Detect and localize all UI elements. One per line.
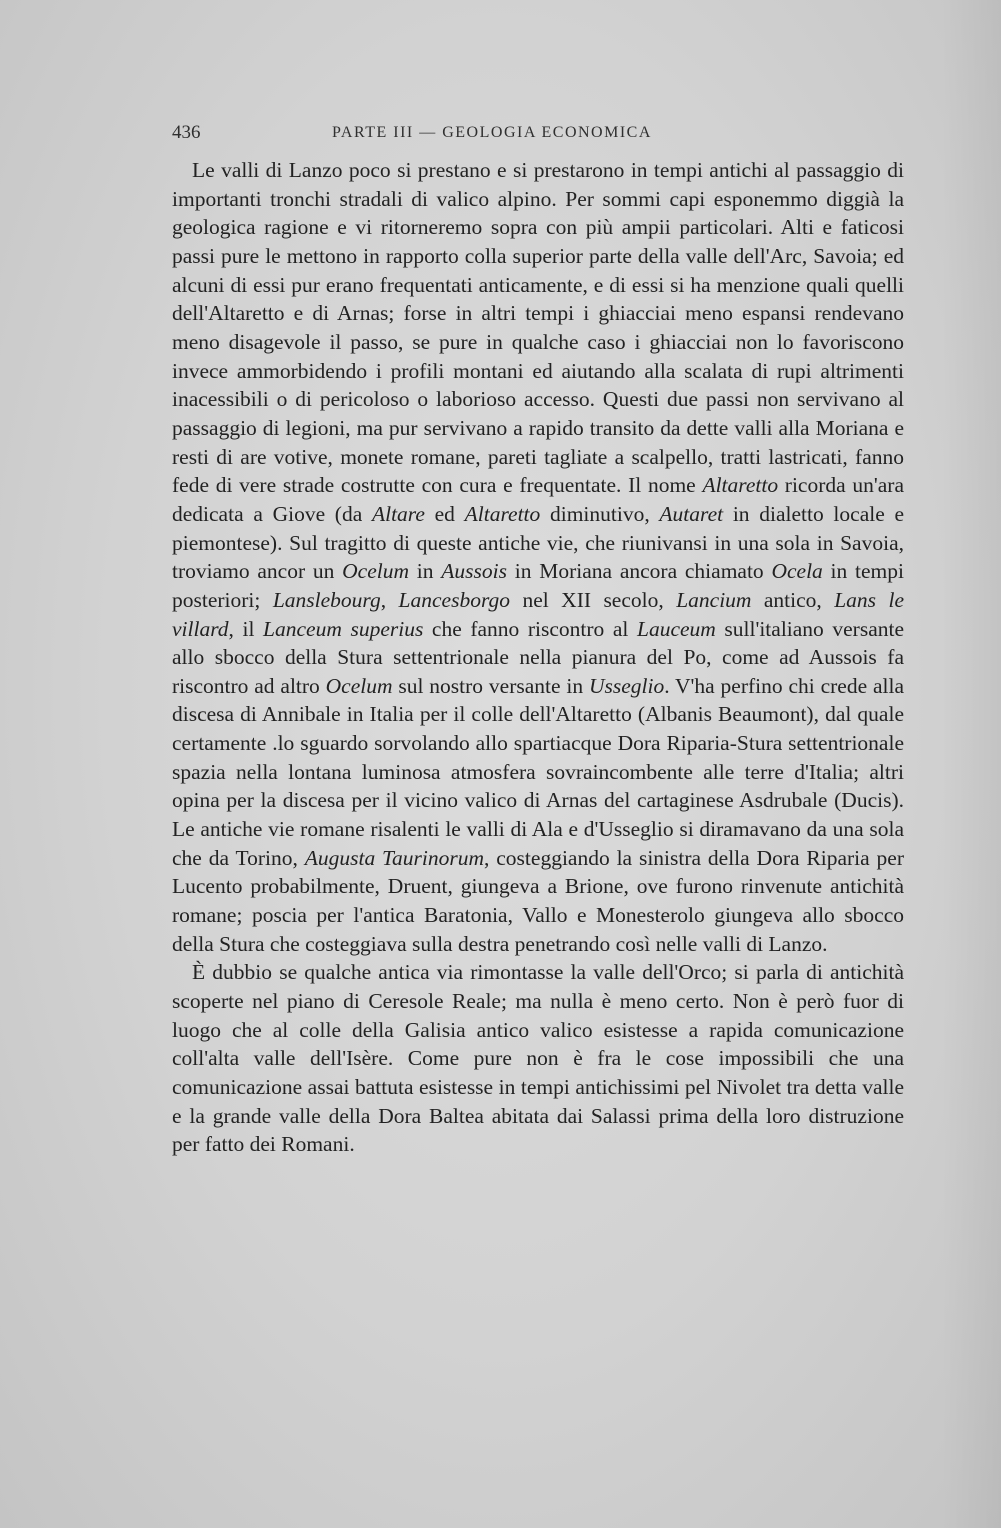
text-run: ricorda un'ara dedicata a Giove (da xyxy=(172,473,904,526)
text-run: antico, xyxy=(751,587,835,612)
text-run: , il xyxy=(228,616,264,641)
text-run: . V'ha perfino chi crede alla discesa di Annibale in Italia per il colle dell'Altaretto (Albanis Beaumont), dal quale certamente .lo sguardo sorvolando allo spartiacque Dora Riparia-Stura settentrionale spazia nella lontana luminosa atmosfera sovraincombente alle terre d'Italia; altri opina per la discesa per il vicino valico di Arnas del cartaginese Asdrubale (Ducis). Le antiche vie romane risalenti le valli di Ala e d'Usseglio si diramavano da una sola che da Torino, xyxy=(172,673,904,870)
text-run: Le valli di Lanzo poco si prestano e si prestarono in tempi antichi al passaggio di importanti tronchi stradali di valico alpino. Per sommi capi esponemmo diggià la geologica ragione e vi ritorneremo sopra con più ampii particolari. Alti e faticosi passi pure le mettono in rapporto colla superior parte della valle dell'Arc, Savoia; ed alcuni di essi pur erano frequentati anticamente, e di essi si ha menzione quali quelli dell'Altaretto e di Arnas; forse in altri tempi i ghiacciai meno espansi rendevano meno disagevole il passo, se pure in qualche caso i ghiacciai non lo favoriscono invece ammorbidendo i profili montani ed aiutando alla scalata di rupi altrimenti inacessibili o di pericoloso o laborioso accesso. Questi due passi non servivano al passaggio di legioni, ma pur servivano a rapido transito da dette valli alla Moriana e resti di are votive, monete romane, pareti tagliate a scalpello, tratti lastricati, fanno fede di vere strade costrutte con cura e frequentate. Il nome xyxy=(172,158,904,498)
page-number: 436 xyxy=(172,122,201,143)
text-run: in dialetto locale e piemontese). Sul tragitto di queste antiche vie, che riunivansi in una sola in Savoia, troviamo ancor un xyxy=(172,501,905,584)
paragraph xyxy=(172,958,904,1159)
running-head: PARTE III — GEOLOGIA ECONOMICA xyxy=(332,124,652,141)
italic-term: Lanceum superius xyxy=(263,616,424,641)
text-run: in Moriana ancora chiamato xyxy=(507,559,772,584)
text-run: , xyxy=(380,587,399,612)
italic-term: Lanslebourg xyxy=(272,587,381,612)
page-header xyxy=(172,122,904,146)
paragraph xyxy=(172,156,904,958)
text-run: È dubbio se qualche antica via rimontasse la valle dell'Orco; si parla di antichità scoperte nel piano di Ceresole Reale; ma nulla è meno certo. Non è però fuor di luogo che al colle della Galisia antico valico esistesse a rapida comunicazione coll'alta valle dell'Isère. Come pure non è fra le cose impossibili che una comunicazione assai battuta esistesse in tempi antichissimi pel Nivolet tra detta valle e la grande valle della Dora Baltea abitata dai Salassi prima della loro distruzione per fatto dei Romani. xyxy=(172,960,904,1157)
italic-term: Aussois xyxy=(441,559,507,584)
italic-term: Altaretto xyxy=(702,473,779,498)
text-run: in xyxy=(409,559,442,584)
italic-term: Autaret xyxy=(659,501,724,526)
italic-term: Ocelum xyxy=(325,673,393,698)
body-text xyxy=(172,156,904,1159)
text-run: che fanno riscontro al xyxy=(423,616,637,641)
italic-term: Augusta Taurinorum xyxy=(304,845,485,870)
italic-term: Lancium xyxy=(676,587,752,612)
italic-term: Altare xyxy=(371,501,425,526)
italic-term: Ocelum xyxy=(342,559,410,584)
italic-term: Ocela xyxy=(771,559,823,584)
text-run: sul nostro versante in xyxy=(392,673,589,698)
text-run: diminutivo, xyxy=(540,501,660,526)
italic-term: Altaretto xyxy=(464,501,541,526)
text-run: , costeggiando la sinistra della Dora Riparia per Lucento probabilmente, Druent, giungeva a Brione, ove furono rinvenute antichità romane; poscia per l'antica Baratonia, Vallo e Monesterolo giungeva allo sbocco della Stura che costeggiava sulla destra penetrando così nelle valli di Lanzo. xyxy=(172,845,904,956)
text-run: nel XII secolo, xyxy=(510,587,677,612)
italic-term: Usseglio xyxy=(588,673,665,698)
text-run: sull'italiano versante allo sbocco della Stura settentrionale nella pianura del Po, come ad Aussois fa riscontro ad altro xyxy=(172,616,905,698)
text-run: in tempi posteriori; xyxy=(172,559,905,612)
italic-term: Lauceum xyxy=(636,616,716,641)
text-run: ed xyxy=(424,501,465,526)
italic-term: Lans le villard xyxy=(172,587,904,641)
italic-term: Lancesborgo xyxy=(398,587,511,612)
